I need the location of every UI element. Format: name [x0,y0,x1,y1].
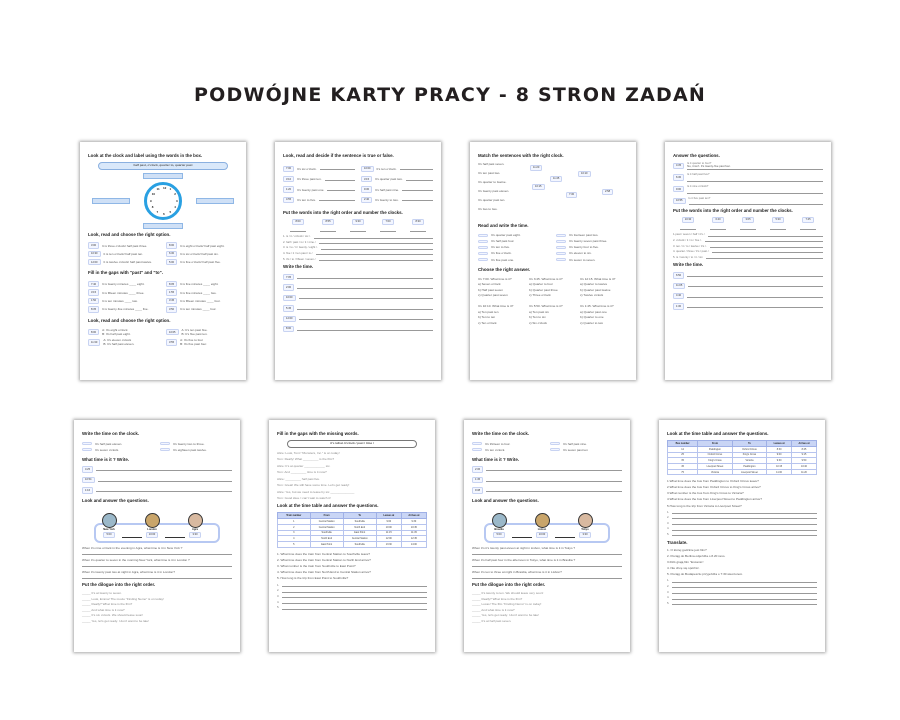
time-box: 6:30 [673,174,684,180]
section-heading: Look, read and choose the right option. [88,317,171,323]
time-box: 4:25 [82,466,93,472]
time-box: 8:30 [412,219,423,225]
quiz-question: It's 3:45. What time is it? a) Quarter to four b) Quarter past three c) Three o'clock [529,276,563,298]
time-box: 1:45 [472,477,483,483]
time-box: 8:35 [88,306,99,312]
time-box: 3:55 [166,339,177,345]
write-time-row [673,283,823,289]
worksheet-page-4: Answer the questions. 4:35 Is it quarter to four? No, it isn't. It's twenty-five past four. 6:30 Is it half past five? 9:00 Is it nine o'clock? 10:55 Is it five past ten? Put the words into the right order and number the clocks. 10:30 6:40 3:05 5:30 7:45 1.past / seven / half / it's /. 2. o'clock / it / is / five /. 3. ten / it / to / twelve / it's /. 4. quarter / three / it's / past /. 5. is / twenty / to / it / six Write the time. 6:50 11:05 4:40 1:30 [665,142,831,380]
write-time-row [472,466,622,472]
write-time-row [283,316,433,322]
quiz-question: It's 7:00. What time is it? a) Seven o'clock b) Half past seven c) Quarter past seven [478,276,512,298]
answer-row: 4. quarter / three / it's / past /. [673,250,823,254]
time-box: 3:00 [88,242,99,248]
section-heading: Match the sentences with the right clock. [478,153,564,158]
section-heading: Write the time on the clock. [82,431,140,436]
time-box [472,442,482,445]
time-box: 1:55 [166,289,177,295]
time-box: 8:00 [88,329,99,335]
time-box: 5:00 [166,259,177,265]
time-box: 4:35 [673,163,684,169]
section-heading: Look, read and decide if the sentence is true or false. [283,153,394,158]
worksheet-page-2: Look, read and decide if the sentence is true or false. 7:00 It's six o'clock. 3:10 It's three past ten. 1:20 It's twenty past one. 4:55 It's ten to five. 10:00 It's ten o'clock. 3:15 It's quarter past two. 9:30 It's half past nine. 2:40 It's twenty to two. Put the words into the right order and number the clocks. 8:00 8:55 9:30 7:00 8:30 1. is / it / o'clock / six /. 2. half / past / is / it / nine /. 3. is / to / it / twenty / eight /. 4. five / it / ten past / is /. 5. it's / to / fifteen / seven /. Write the time. 7:05 2:00 10:00 5:45 12:00 8:00 [275,142,441,380]
time-box: 8:00 [292,219,303,225]
quiz-question: It's 10:10. What time is it? a) Ten past ten b) Ten to ten c) Ten o'clock [478,304,514,325]
write-time-row [472,487,622,493]
time-box: 6:40 [712,217,723,223]
section-heading: Choose the right answer. [478,266,531,272]
time-box: 5:45 [283,305,294,311]
time-box [556,240,566,243]
time-box: 3:50 [166,306,177,312]
write-time-row [283,295,433,301]
time-box: 9:00 [673,186,684,192]
time-box [82,442,92,445]
time-box: 1:20 [283,186,294,192]
section-heading: Answer the questions. [673,153,720,158]
time-box: 5:30 [772,217,783,223]
time-box: 2:40 [361,197,372,203]
time-box: 2:58 [602,189,613,195]
section-heading: Fill in the gaps with "past" and "to". [88,270,163,276]
timetable: Bus number From To Leaves at Arrives at 12 Paddington Oxford Circus 8:30 8:45 25 Oxford Circus King's Cross 9:00 9:15 35 King's Cross Victoria 9:30 9:50 45 Liverpool Street Paddington 10:15 10:40 75 Victoria Liverpool Street 11:00 11:20 [667,440,817,476]
worksheet-page-3: Match the sentences with the right clock. It's half past seven. It's ten past two. It's quarter to twelve. It's twenty past eleven. It's quarter past ten. It's two to two. 11:20 10:10 11:45 10:15 2:58 7:30 Read and write the time. It's quarter past eight. It's half past four. It's ten to five. It's five o'clock. It's five past one. It's fourteen past two. It's twenty seven past three. It's twenty four to five. It's eleven to six. It's seven to seven. Choose the right answer. It's 7:00. What time is it? a) Seven o'clock b) Half past seven c) Quarter past seven It's 3:45. What time is it? a) Quarter to four b) Quarter past three c) Three o'clock It's 12:15. What time is it? a) Quarter to twelve b) Quarter past twelve c) Twelve o'clock It's 10:10. What time is it? a) Ten past ten b) Ten to ten c) Ten o'clock It's 5:50. What time is it? a) Ten past six b) Ten to six c) Six o'clock It's 1:45. What time is it? a) Quarter past one b) Quarter to one c) Quarter to two [470,142,636,380]
section-heading: Put the words into the right order and number the clocks. [673,208,793,214]
time-box: 7:00 [283,166,294,172]
time-box [478,240,488,243]
time-box: 3:15 [88,289,99,295]
worksheet-page-6: Fill in the gaps with the missing words. it's /what /o'clock / past / time / Alice: Look, Tom! "Monsters, Inc." is on today! Tom: Really! What _________ is the film? Alice: It's at quarter ____________ six. Tom: And _________ time is it now? Alice: _________ half past five. Tom: Great! We still have some time. Let's get ready! Alice: Yes, but we need to leave by six ______________ Tom: Good idea. I can't wait to watch it! Look at the time table and answer the questions. Train number From To Leaves at Arrives at 1 Central Station Southville 9:00 9:30 2 Central Station North End 10:00 10:45 3 Southville East Point 11:15 11:45 4 North End Central Station 12:00 12:45 5 East Point Southville 13:30 14:00 1. What time does the train from Central Station to Southville leave? 2. What time does the train from Central Station to North End arrive? 3. What number is the train from Southville to East Point? 4. What time does the train from North End to Central Station arrive? 5. How long is the trip from East Point to Southville? 1. 2. 3. 4. 5. [269,420,435,652]
time-box: 3:30 [579,532,590,538]
write-time-row [283,305,433,311]
time-box [478,234,488,237]
word-box: half past, o'clock, quarter to, quarter past [98,162,228,170]
section-heading: Look and answer the questions. [472,497,539,503]
time-box: 2:00 [283,284,294,290]
time-box [478,252,488,255]
answer-row: 5. is / twenty / to / it / six [673,256,823,260]
answer-row: 1.past / seven / half / it's /. [673,233,823,237]
write-time-row [82,466,232,472]
time-box: 3:05 [742,217,753,223]
section-heading: Look at the time table and answer the questions. [277,503,379,509]
write-time-row [673,293,823,299]
time-box [478,246,488,249]
time-box: 10:00 [536,532,549,538]
time-box: 8:55 [322,219,333,225]
time-box: 7:45 [802,217,813,223]
time-box: 8:00 [166,242,177,248]
time-box [550,442,560,445]
time-box: 7:00 [382,219,393,225]
time-box [556,258,566,261]
time-box: 2:36 [472,466,483,472]
time-box: 10:30 [88,251,101,257]
time-box [160,448,170,451]
word-box: it's /what /o'clock / past / time / [287,440,417,448]
section-heading: What time is it ? Write. [472,456,519,462]
clock-face: 1 2 3 4 5 6 7 8 9 10 11 12 [144,182,182,220]
time-box: 1:16 [82,487,93,493]
time-box [472,448,482,451]
time-box: 12:00 [88,259,101,265]
time-box: 10:05 [166,329,179,335]
time-box: 10:00 [146,532,159,538]
quiz-question: It's 1:45. What time is it? a) Quarter past one b) Quarter to one c) Quarter to two [580,304,614,325]
answer-row: 5. it's / to / fifteen / seven /. [283,258,433,262]
time-box: 1:50 [88,298,99,304]
answer-row: 2. o'clock / it / is / five /. [673,239,823,243]
cities-diagram: Brasilia 5:00 Lisbon 10:00 Tokyo 3:30 [484,523,610,543]
section-heading: Look at the time table and answer the questions. [667,431,769,436]
time-box: 9:30 [361,186,372,192]
section-heading: Put the dilogue into the right order. [82,582,156,588]
cities-diagram: New York 5:00 London 10:00 Agra 3:30 [94,523,220,543]
time-box: 10:10 [578,171,591,177]
time-box: 3:10 [283,176,294,182]
answer-row: 3. is / to / it / twenty / eight /. [283,246,433,250]
section-heading: Look and answer the questions. [82,497,149,503]
worksheet-page-8: Look at the time table and answer the questions. Bus number From To Leaves at Arrives at 12 Paddington Oxford Circus 8:30 8:45 25 Oxford Circus King's Cross 9:00 9:15 35 King's Cross Victoria 9:30 9:50 45 Liverpool Street Paddington 10:15 10:40 75 Victoria Liverpool Street 11:00 11:20 1.What time does the bus from Paddington to Oxford Circus leave? 2.What time does the bus from Oxford Circus to King's Cross arrive? 3.What number is the bus from King's Cross to Victoria? 4.What time does the bus from Liverpool Street to Paddington arrive? 5.How long is the trip from Victoria to Liverpool Street? 1. 2. 3. 4. 5. Translate. 1. O której godzinie jest film? 2. Pociąg do Berlina odjeżdża o 8.20 rano. 3.Dziś grają film "Encanto". 4. Nie chcę się spóźnić. 5. Pociąg do Budapesztu przyjeżdża o 7:30 wieczorem. 1. 2. 3. 4. 5. [659,420,825,652]
section-heading: Write the time. [283,264,314,270]
worksheet-page-7: Write the time on the clock. It's thirteen to four. It's ten o'clock. It's half past nine. It's seven past ten What time is it ? Write. 2:36 1:45 9:38 Look and answer the questions. Brasilia 5:00 Lisbon 10:00 Tokyo 3:30 When it's it's twenty past eleven at night in Lisbon, what time is it in Tokyo ? When it's half past four in the afternoon in Tokyo, what time is it in Brasilia ? When it's ten to three at night in Brasilia, what time is it in Lisbon? Put the dilogue into the right order. _____ It's twenty to ten. We should leave very soon! _____ Really? What time is the film? _____ Lucas! The film "Finding Nemo" is on today! _____ And what time is it now? _____ Yes, let's get ready. I don't want to be late! _____ It's at half past seven. [464,420,630,652]
time-box [556,246,566,249]
write-time-row [673,272,823,278]
time-box: 6:50 [673,272,684,278]
timetable: Train number From To Leaves at Arrives at 1 Central Station Southville 9:00 9:30 2 Central Station North End 10:00 10:45 3 Southville East Point 11:15 11:45 4 North End Central Station 12:00 12:45 5 East Point Southville 13:30 14:00 [277,512,427,548]
time-box: 10:30 [682,217,695,223]
time-box [556,234,566,237]
time-box: 6:30 [166,251,177,257]
time-box: 10:15 [532,184,545,190]
answer-row: 4. five / it / ten past / is /. [283,252,433,256]
write-time-row [283,274,433,280]
time-box: 10:54 [82,477,95,483]
section-heading: Write the time on the clock. [472,431,530,436]
write-time-row [472,477,622,483]
write-time-row [283,326,433,332]
worksheet-page-5: Write the time on the clock. It's half past eleven. It's seven o'clock. It's twenty two to three. It's eighteen past twelve. What time is it ? Write. 4:25 10:54 1:16 Look and answer the questions. New York 5:00 London 10:00 Agra 3:30 When it's nine o'clock in the evening in Agra, what time is it in New York ? When it's quarter to seven in the morning New York, what time is it in London ? When it's twenty past two at night in Agra, what time is it in London? Put the dilogue into the right order. _____ It's at twenty to seven. _____ Look, Emma! The movie "Finding Nemo" is on today! _____ Really? What time is the film? _____ And what time is it now? _____ It's six o'clock. We should leave soon! _____ Yes, let's get ready. I don't want to be late! [74,420,240,652]
time-box: 12:00 [283,316,296,322]
time-box: 11:05 [673,283,685,289]
time-box: 11:45 [550,176,562,182]
section-heading: Fill in the gaps with the missing words. [277,431,359,436]
time-box: 3:15 [361,176,372,182]
time-box [550,448,560,451]
write-time-row [82,477,232,483]
section-heading: Read and write the time. [478,222,529,228]
time-box: 4:40 [673,293,684,299]
time-box [160,442,170,445]
time-box [478,258,488,261]
time-box: 3:30 [189,532,200,538]
time-box: 10:00 [283,295,296,301]
time-box: 7:05 [283,274,294,280]
time-box: 7:30 [566,192,577,198]
section-heading: Put the dilogue into the right order. [472,582,546,588]
section-heading: Write the time. [673,262,704,268]
time-box: 9:38 [472,487,483,493]
section-heading: What time is it ? Write. [82,456,129,462]
write-time-row [82,487,232,493]
quiz-question: It's 5:50. What time is it? a) Ten past six b) Ten to six c) Six o'clock [529,304,563,325]
time-box: 8:00 [283,326,294,332]
time-box: 4:55 [283,197,294,203]
time-box: 8:05 [166,281,177,287]
write-time-row [283,284,433,290]
time-box: 5:00 [493,532,504,538]
section-heading: Translate. [667,539,688,545]
answer-row: 1. is / it / o'clock / six /. [283,235,433,239]
page-title: PODWÓJNE KARTY PRACY - 8 STRON ZADAŃ [194,84,706,106]
time-box: 10:55 [673,198,686,204]
time-box: 10:00 [361,166,374,172]
time-box: 1:30 [673,303,684,309]
time-box: 5:00 [103,532,114,538]
write-time-row [673,303,823,309]
answer-row: 3. ten / it / to / twelve / it's /. [673,245,823,249]
time-box [556,252,566,255]
time-box: 7:40 [88,281,99,287]
answer-row: 2. half / past / is / it / nine /. [283,241,433,245]
time-box: 11:20 [530,165,542,171]
section-heading: Put the words into the right order and number the clocks. [283,210,403,216]
quiz-question: It's 12:15. What time is it? a) Quarter to twelve b) Quarter past twelve c) Twelve o'clock [580,276,616,298]
section-heading: Look, read and choose the right option. [88,231,171,237]
time-box [82,448,92,451]
worksheet-page-1: Look at the clock and label using the words in the box. half past, o'clock, quarter to, quarter past 1 2 3 4 5 6 7 8 9 10 11 12 Look, read and choose the right option. 3:00 It is three o'clock/ half past three. 10:30 It is ten o'clock/ half past ten. 12:00 It is twelve o'clock/ half past twelve. 8:00 It is eight o'clock/ half past eight. 6:30 It is six o'clock/ half past six. 5:00 It is five o'clock/ half past five. Fill in the gaps with "past" and "to". 7:40 It is twenty minutes ____ eight. 3:15 It is fifteen minutes ____ three. 1:50 It is ten minutes ____ two. 8:35 It is twenty-five minutes ____ five. 8:05 It is five minutes ____ eight. 1:55 It is five minutes ____ two. 3:45 It is fifteen minutes ____ four. 3:50 It is ten minutes ____ four. Look, read and choose the right option. 8:00 A: It's eight o'clock B: It's half past eight. 11:30 A: It's eleven o'clock B: It's half past eleven. 10:05 A: It's ten past five. B: It's five past ten. 3:55 A: It's five to four B: It's five past four. [80,142,246,380]
section-heading: Look at the clock and label using the words in the box. [88,153,203,158]
time-box: 3:45 [166,298,177,304]
time-box: 9:30 [352,219,363,225]
time-box: 11:30 [88,339,100,345]
